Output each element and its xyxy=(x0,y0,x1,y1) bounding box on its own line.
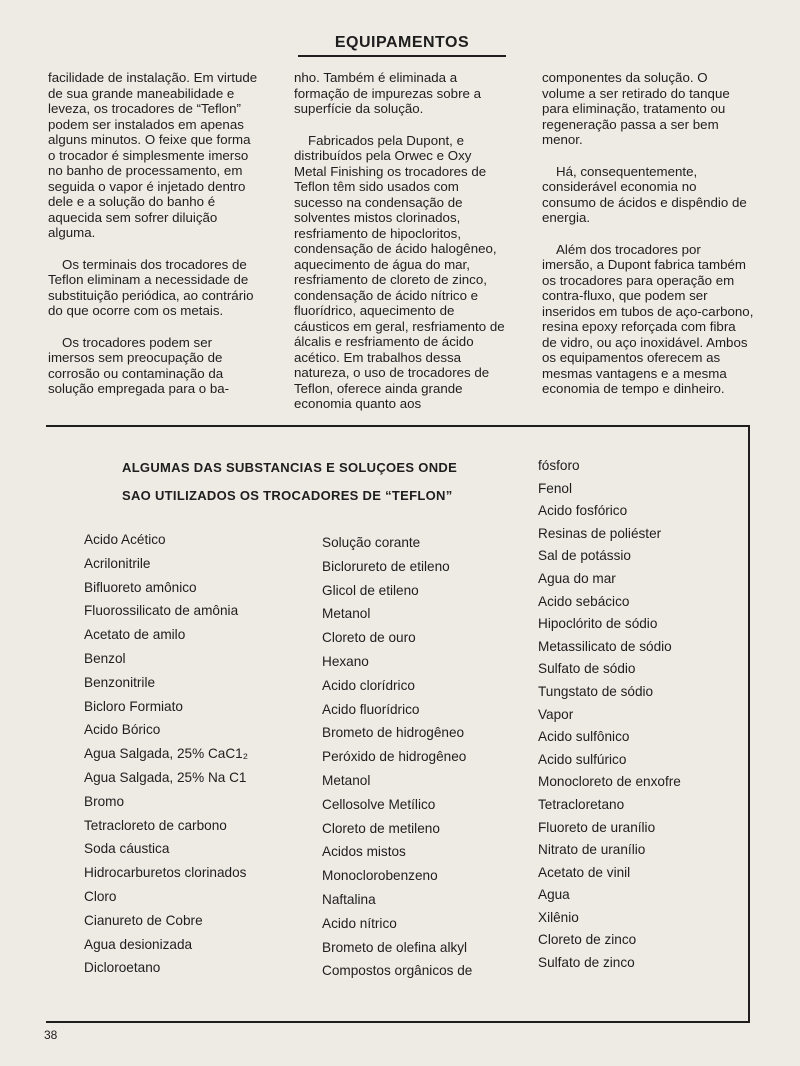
list-item: Agua xyxy=(538,887,570,903)
list-item: Soda cáustica xyxy=(84,841,170,857)
list-item: Brometo de hidrogêneo xyxy=(322,725,465,741)
list-item: Cellosolve Metílico xyxy=(322,796,436,812)
list-item: Tetracloretano xyxy=(538,796,625,812)
list-item: Bicloro Formiato xyxy=(84,698,183,714)
list-item: Benzonitrile xyxy=(84,674,156,690)
paragraph: Os terminais dos trocadores de Teflon eliminam a necessidade de substituição periódica, ao contrário do que ocorre com os metais. xyxy=(48,256,254,318)
paragraph: Além dos trocadores por imersão, a Dupont fabrica também os trocadores para operação em contra-fluxo, que podem ser inseridos em tubos de aço-carbono, resina epoxy reforçada com fibra de vidro, ou aço inoxidável. Ambos os equipamentos oferecem as mesmas vantagens e a mesma economia de tempo e dinheiro. xyxy=(542,241,754,396)
list-item: Acido nítrico xyxy=(322,915,397,931)
list-item: Nitrato de uranílio xyxy=(538,842,646,858)
text-column-3 xyxy=(542,70,754,413)
list-item: Tetracloreto de carbono xyxy=(84,817,227,833)
list-item: Acido fluorídrico xyxy=(322,701,420,717)
substances-list-3 xyxy=(538,455,681,975)
list-item: Acido Acético xyxy=(84,532,166,547)
list-item: Brometo de olefina alkyl xyxy=(322,939,468,955)
paragraph: nho. Também é eliminada a formação de impurezas sobre a superfície da solução. xyxy=(294,70,481,116)
list-item: Biclorureto de etileno xyxy=(322,558,450,574)
list-item: Bromo xyxy=(84,793,125,809)
list-item: Solução corante xyxy=(322,535,421,550)
list-item: Sulfato de sódio xyxy=(538,661,636,677)
list-item: Cloreto de ouro xyxy=(322,630,416,646)
list-item: Glicol de etileno xyxy=(322,582,419,598)
paragraph: Fabricados pela Dupont, e distribuídos pela Orwec e Oxy Metal Finishing os trocadores de Teflon têm sido usados com sucesso na condensação de solventes mistos clorinados, resfriamento de hipocloritos, condensação de ácido halogêneo, aquecimento de água do mar, resfriamento de cloreto de zinco, condensação de ácido nítrico e fluorídrico, aquecimento de cáusticos em geral, resfriamento de álcalis e resfriamento de ácido acético. Em trabalhos dessa natureza, o uso de trocadores de Teflon, oferece ainda grande economia quanto aos xyxy=(294,132,505,411)
list-item: Sulfato de zinco xyxy=(538,955,635,971)
list-item: Cianureto de Cobre xyxy=(84,912,203,928)
list-item: Dicloroetano xyxy=(84,960,161,976)
paragraph: Há, consequentemente, considerável economia no consumo de ácidos e dispêndio de energia. xyxy=(542,163,747,225)
list-item: Peróxido de hidrogêneo xyxy=(322,749,467,765)
list-item: Monocloreto de enxofre xyxy=(538,774,681,790)
list-item: Vapor xyxy=(538,706,574,722)
list-item: Cloreto de zinco xyxy=(538,932,637,948)
list-item: Naftalina xyxy=(322,891,376,907)
list-item: Hipoclórito de sódio xyxy=(538,616,658,632)
list-item: Resinas de poliéster xyxy=(538,525,662,541)
list-item: Acrilonitrile xyxy=(84,555,151,571)
list-item: Acidos mistos xyxy=(322,844,406,860)
substances-list-2 xyxy=(322,531,472,983)
list-item: Agua Salgada, 25% Na C1 xyxy=(84,769,247,785)
list-item: Acido clorídrico xyxy=(322,677,415,693)
paragraph: facilidade de instalação. Em virtude de sua grande maneabilidade e leveza, os trocadores de “Teflon” podem ser instalados em apenas alguns minutos. O feixe que forma o trocador é simplesmente imerso no banho de processamento, em seguida o vapor é injetado dentro dele e a solução do banho é aquecida sem sofrer diluição alguma. xyxy=(48,70,258,240)
list-item: Acido Bórico xyxy=(84,722,161,738)
list-item: Agua Salgada, 25% CaC1₂ xyxy=(84,746,248,762)
box-title-line-1: ALGUMAS DAS SUBSTANCIAS E SOLUÇOES ONDE xyxy=(122,460,458,475)
list-item: Sal de potássio xyxy=(538,548,631,564)
text-column-1 xyxy=(48,70,260,413)
list-item: fósforo xyxy=(538,458,580,473)
text-column-2 xyxy=(294,70,506,428)
list-item: Acetato de vinil xyxy=(538,864,631,880)
list-item: Benzol xyxy=(84,650,126,666)
list-item: Bifluoreto amônico xyxy=(84,579,197,595)
list-item: Acido sulfúrico xyxy=(538,751,627,767)
list-item: Metanol xyxy=(322,606,371,622)
list-item: Xilênio xyxy=(538,909,579,925)
list-item: Agua do mar xyxy=(538,570,616,586)
list-item: Acido sebácico xyxy=(538,593,630,609)
list-item: Acido sulfônico xyxy=(538,729,630,745)
list-item: Compostos orgânicos de xyxy=(322,963,473,979)
box-title-line-2: SAO UTILIZADOS OS TROCADORES DE “TEFLON” xyxy=(122,488,453,503)
list-item: Acido fosfórico xyxy=(538,503,628,519)
list-item: Hexano xyxy=(322,653,369,669)
paragraph: Os trocadores podem ser imersos sem preocupação de corrosão ou contaminação da solução empregada para o ba- xyxy=(48,334,230,396)
page-number: 38 xyxy=(44,1028,58,1042)
list-item: Metanol xyxy=(322,772,371,788)
section-header: EQUIPAMENTOS xyxy=(298,34,506,57)
list-item: Tungstato de sódio xyxy=(538,683,654,699)
list-item: Cloro xyxy=(84,888,117,904)
substances-list-1 xyxy=(84,528,248,980)
list-item: Acetato de amilo xyxy=(84,627,186,643)
paragraph: componentes da solução. O volume a ser retirado do tanque para eliminação, tratamento ou regeneração passa a ser bem menor. xyxy=(542,70,730,147)
list-item: Fluoreto de uranílio xyxy=(538,819,656,835)
list-item: Monoclorobenzeno xyxy=(322,868,438,884)
list-item: Metassilicato de sódio xyxy=(538,638,672,654)
list-item: Fenol xyxy=(538,480,573,496)
list-item: Fluorossilicato de amônia xyxy=(84,603,239,619)
list-item: Agua desionizada xyxy=(84,936,193,952)
list-item: Hidrocarburetos clorinados xyxy=(84,865,247,881)
list-item: Cloreto de metileno xyxy=(322,820,440,836)
